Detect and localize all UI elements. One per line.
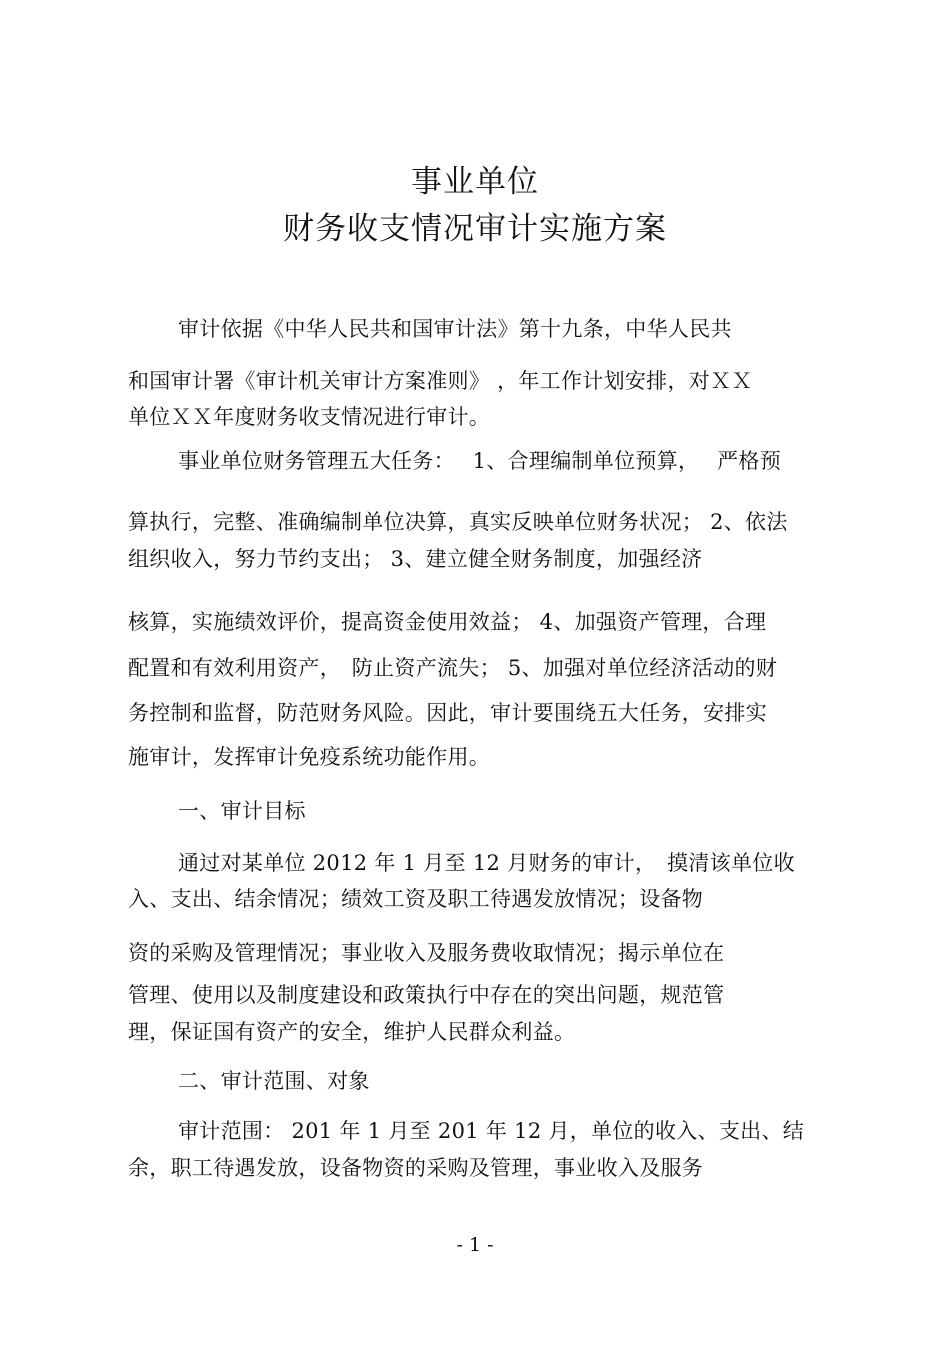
body-line-15: 管理、使用以及制度建设和政策执行中存在的突出问题，规范管 — [128, 983, 725, 1007]
body-line-1: 审计依据《中华人民共和国审计法》第十九条，中华人民共 — [178, 317, 732, 341]
body-line-4: 事业单位财务管理五大任务： 1、合理编制单位预算， 严格预 — [178, 449, 782, 473]
body-line-7: 核算，实施绩效评价，提高资金使用效益； 4、加强资产管理，合理 — [128, 610, 767, 634]
body-line-12: 通过对某单位 2012 年 1 月至 12 月财务的审计， 摸清该单位收 — [178, 851, 795, 875]
section-heading-audit-scope: 二、审计范围、对象 — [178, 1069, 370, 1093]
body-line-16: 理，保证国有资产的安全，维护人民群众利益。 — [128, 1020, 576, 1044]
body-line-3: 单位ＸＸ年度财务收支情况进行审计。 — [128, 405, 491, 429]
body-line-18: 审计范围： 201 年 1 月至 201 年 12 月，单位的收入、支出、结 — [178, 1119, 805, 1143]
body-line-19: 余，职工待遇发放，设备物资的采购及管理，事业收入及服务 — [128, 1156, 704, 1180]
section-heading-audit-objective: 一、审计目标 — [178, 799, 306, 823]
page-number: - 1 - — [456, 1234, 494, 1256]
body-line-6: 组织收入，努力节约支出； 3、建立健全财务制度，加强经济 — [128, 547, 703, 571]
body-line-13: 入、支出、结余情况；绩效工资及职工待遇发放情况；设备物 — [128, 887, 704, 911]
body-line-10: 施审计，发挥审计免疫系统功能作用。 — [128, 745, 491, 769]
document-title-line-2: 财务收支情况审计实施方案 — [283, 211, 667, 247]
body-line-5: 算执行，完整、准确编制单位决算，真实反映单位财务状况； 2、依法 — [128, 510, 788, 534]
body-line-9: 务控制和监督，防范财务风险。因此，审计要围绕五大任务，安排实 — [128, 701, 767, 725]
body-line-2: 和国审计署《审计机关审计方案准则》 ，年工作计划安排，对ＸＸ — [128, 369, 753, 393]
body-line-8: 配置和有效利用资产， 防止资产流失； 5、加强对单位经济活动的财 — [128, 656, 778, 680]
body-line-14: 资的采购及管理情况；事业收入及服务费收取情况；揭示单位在 — [128, 941, 725, 965]
document-title-line-1: 事业单位 — [411, 164, 539, 200]
